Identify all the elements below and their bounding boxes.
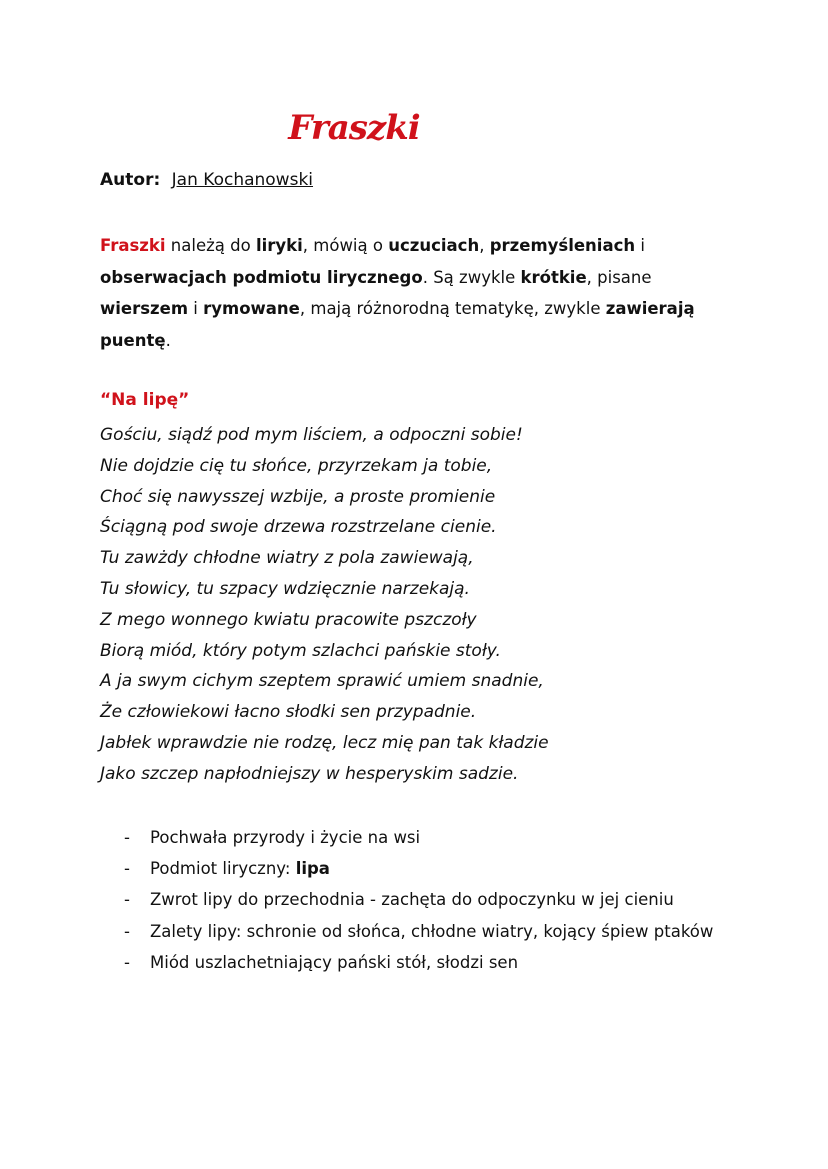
list-item	[124, 884, 730, 915]
bullet-dash: -	[124, 952, 130, 972]
list-item	[124, 947, 730, 978]
poem-title: “Na lipę”	[100, 390, 190, 410]
poem-line: Ściągną pod swoje drzewa rozstrzelane cienie.	[100, 517, 497, 538]
author-name: Jan Kochanowski	[171, 170, 314, 190]
bold-term: lipa	[295, 859, 330, 879]
list-item	[124, 853, 730, 884]
poem-line: A ja swym cichym szeptem sprawić umiem snadnie,	[100, 671, 544, 692]
bold-term: uczuciach	[388, 236, 480, 255]
text-segment: i	[188, 299, 204, 318]
intro-line	[100, 293, 695, 325]
intro-line	[100, 230, 695, 262]
document-title: Fraszki	[288, 108, 420, 148]
bold-term: rymowane	[203, 299, 300, 318]
list-item	[124, 822, 730, 853]
text-segment: Podmiot liryczny:	[150, 859, 296, 879]
poem-line: Choć się nawysszej wzbije, a proste promienie	[100, 486, 496, 507]
intro-line	[100, 325, 695, 357]
intro-paragraph	[100, 230, 695, 356]
text-segment: , pisane	[586, 267, 652, 287]
bold-term: wierszem	[100, 299, 189, 318]
poem-line: Biorą miód, który potym szlachci pańskie stoły.	[100, 640, 501, 661]
poem-line: Jako szczep napłodniejszy w hesperyskim sadzie.	[100, 763, 519, 784]
highlight-term: Fraszki	[100, 236, 166, 255]
text-segment: ,	[479, 236, 490, 255]
text-segment: Zalety lipy: schronie od słońca, chłodne wiatry, kojący śpiew ptaków	[150, 921, 714, 941]
text-segment: Miód uszlachetniający pański stół, słodzi sen	[150, 952, 519, 972]
text-segment: Zwrot lipy do przechodnia - zachęta do odpoczynku w jej cieniu	[150, 890, 674, 910]
poem-line: Tu zawżdy chłodne wiatry z pola zawiewają,	[100, 548, 474, 569]
intro-line	[100, 262, 695, 294]
bullet-dash: -	[124, 890, 130, 910]
bold-term: puentę	[100, 330, 166, 350]
text-segment: , mówią o	[302, 236, 389, 255]
bold-term: liryki	[255, 236, 303, 255]
bold-term: obserwacjach podmiotu lirycznego	[100, 267, 423, 287]
poem-body	[100, 420, 549, 790]
text-segment: Pochwała przyrody i życie na wsi	[150, 828, 421, 847]
poem-line: Z mego wonnego kwiatu pracowite pszczoły	[100, 609, 477, 630]
author-line	[100, 170, 313, 190]
text-segment: , mają różnorodną tematykę, zwykle	[299, 299, 606, 318]
author-label: Autor:	[100, 170, 161, 190]
poem-line: Nie dojdzie cię tu słońce, przyrzekam ja tobie,	[100, 455, 493, 476]
poem-line: Że człowiekowi łacno słodki sen przypadnie.	[100, 702, 477, 723]
bullet-dash: -	[124, 859, 130, 879]
text-segment: i	[635, 236, 645, 255]
bullet-dash: -	[124, 921, 130, 941]
poem-line: Gościu, siądź pod mym liściem, a odpoczni sobie!	[100, 425, 523, 445]
text-segment: . Są zwykle	[422, 267, 521, 287]
bold-term: przemyśleniach	[489, 236, 636, 255]
poem-line: Tu słowicy, tu szpacy wdzięcznie narzekają.	[100, 578, 470, 599]
bold-term: krótkie	[520, 267, 587, 287]
text-segment: .	[165, 330, 171, 350]
bullet-dash: -	[124, 828, 130, 847]
list-item	[124, 916, 730, 947]
poem-line: Jabłek wprawdzie nie rodzę, lecz mię pan tak kładzie	[100, 732, 549, 753]
notes-list	[124, 822, 730, 978]
text-segment: należą do	[165, 236, 256, 255]
bold-term: zawierają	[605, 299, 695, 318]
